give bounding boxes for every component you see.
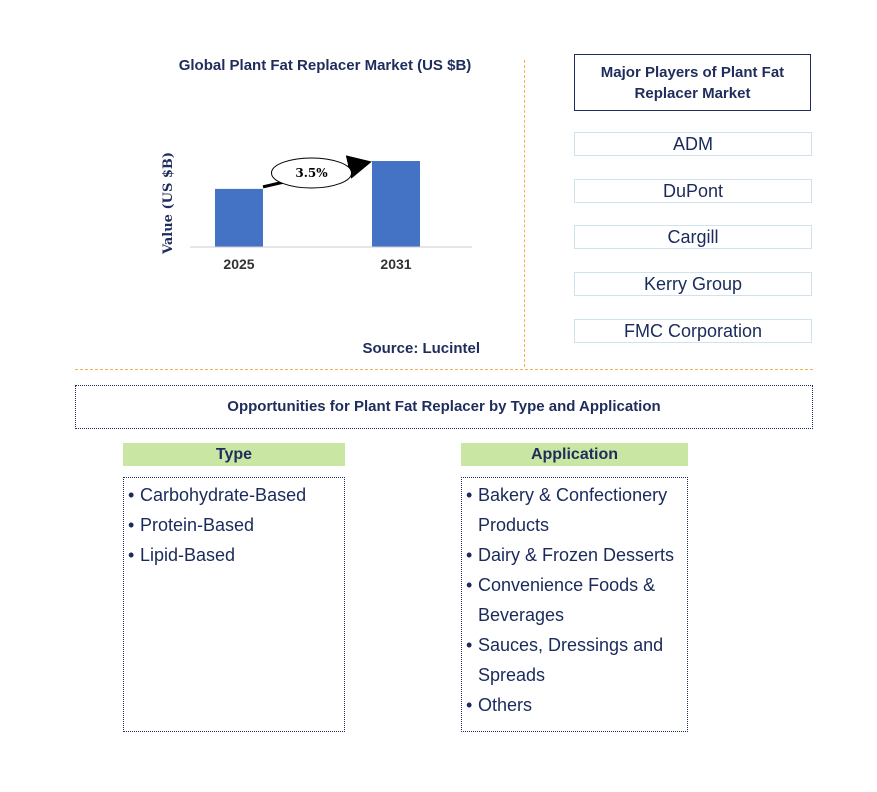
list-item: • Carbohydrate-Based bbox=[128, 485, 307, 505]
player-item: Kerry Group bbox=[574, 272, 812, 296]
list-item: • Protein-Based bbox=[128, 515, 255, 535]
list-item: • Dairy & Frozen Desserts bbox=[466, 545, 675, 565]
players-title: Major Players of Plant Fat Replacer Market bbox=[574, 54, 811, 111]
player-item: Cargill bbox=[574, 225, 812, 249]
cagr-label: 3.5% bbox=[295, 165, 328, 180]
horizontal-divider bbox=[75, 369, 813, 370]
list-item: • Sauces, Dressings and Spreads bbox=[466, 635, 664, 685]
chart-title: Global Plant Fat Replacer Market (US $B) bbox=[178, 57, 472, 74]
type-list bbox=[128, 480, 340, 570]
type-list-box bbox=[123, 477, 345, 732]
player-item: FMC Corporation bbox=[574, 319, 812, 343]
opportunities-title: Opportunities for Plant Fat Replacer by Type and Application bbox=[75, 385, 813, 429]
list-item: • Convenience Foods & Beverages bbox=[466, 575, 656, 625]
source-label: Source: Lucintel bbox=[362, 340, 480, 357]
player-item: DuPont bbox=[574, 179, 812, 203]
list-item: • Lipid-Based bbox=[128, 545, 236, 565]
bar bbox=[372, 161, 420, 247]
vertical-divider bbox=[524, 60, 525, 367]
y-axis-label: Value (US $B) bbox=[161, 151, 176, 255]
player-item: ADM bbox=[574, 132, 812, 156]
list-item: • Bakery & Confectionery Products bbox=[466, 485, 668, 535]
bar-chart bbox=[150, 140, 490, 280]
application-list-box bbox=[461, 477, 688, 732]
x-tick-label: 2031 bbox=[380, 256, 412, 272]
x-tick-label: 2025 bbox=[223, 256, 255, 272]
bar bbox=[215, 189, 263, 247]
application-heading: Application bbox=[461, 443, 688, 466]
type-heading: Type bbox=[123, 443, 345, 466]
application-list bbox=[466, 480, 683, 720]
list-item: • Others bbox=[466, 695, 533, 715]
